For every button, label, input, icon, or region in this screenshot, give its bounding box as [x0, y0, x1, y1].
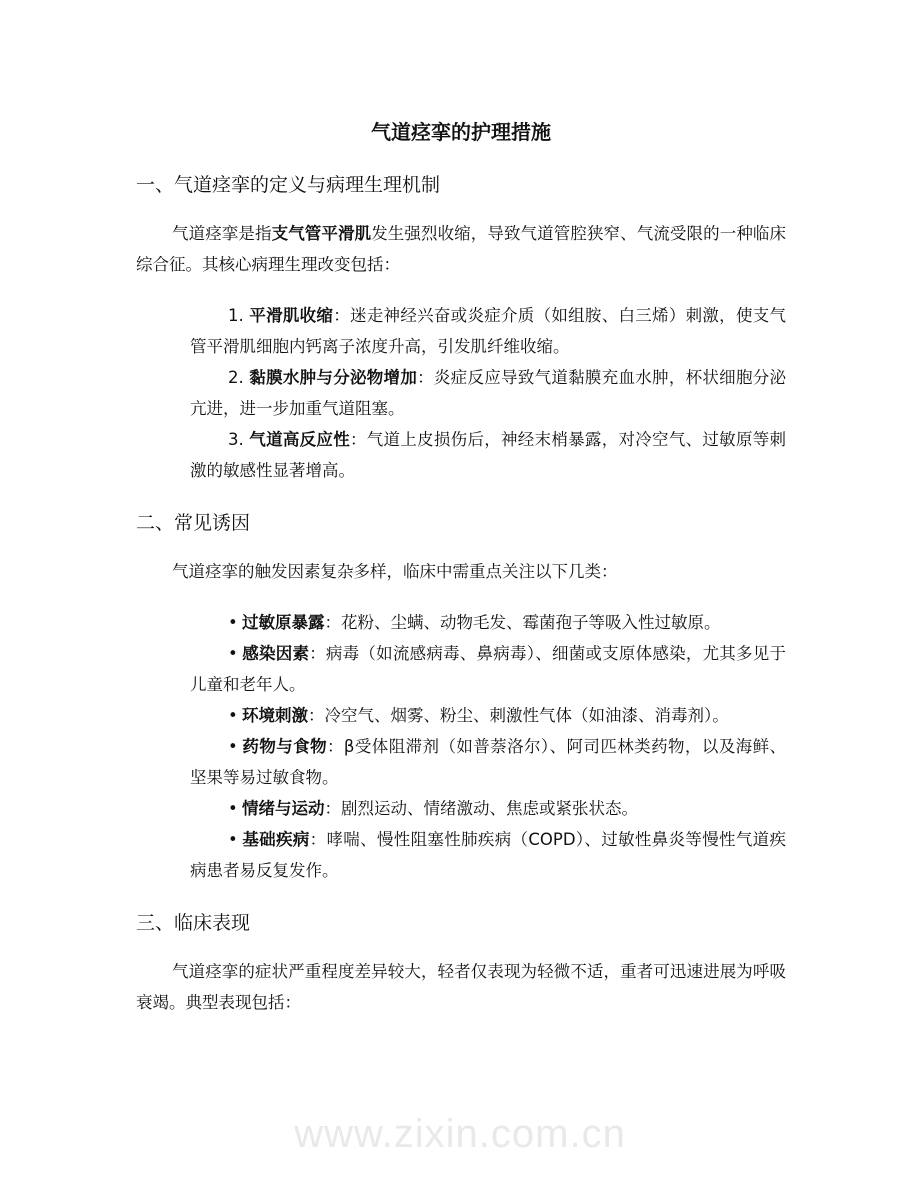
item-text: ：冷空气、烟雾、粉尘、刺激性气体（如油漆、消毒剂）。 [308, 706, 729, 725]
item-text: ：剧烈运动、情绪激动、焦虑或紧张状态。 [324, 799, 638, 818]
bold-term: 过敏原暴露 [242, 613, 325, 632]
bold-term: 感染因素 [242, 644, 310, 663]
list-item [136, 607, 786, 638]
bold-term: 支气管平滑肌 [271, 224, 372, 243]
item-text: ：病毒（如流感病毒、鼻病毒）、细菌或支原体感染，尤其多见于儿童和老年人。 [190, 644, 787, 694]
list-item [136, 700, 786, 731]
bullet-icon: • [228, 830, 238, 849]
item-number: 1. [228, 306, 244, 325]
bullet-icon: • [228, 706, 238, 725]
section-2-intro: 气道痉挛的触发因素复杂多样，临床中需重点关注以下几类： [172, 562, 618, 581]
bold-term: 基础疾病 [242, 830, 310, 849]
list-item [136, 824, 786, 886]
bold-term: 平滑肌收缩 [249, 306, 334, 325]
list-item [136, 362, 786, 424]
item-text: ：花粉、尘螨、动物毛发、霉菌孢子等吸入性过敏原。 [324, 613, 721, 632]
bullet-icon: • [228, 799, 238, 818]
list-item [136, 638, 786, 700]
section-heading-2: 二、常见诱因 [136, 512, 251, 534]
item-text: ：哮喘、慢性阻塞性肺疾病（COPD）、过敏性鼻炎等慢性气道疾病患者易反复发作。 [190, 830, 787, 880]
section-3-intro: 气道痉挛的症状严重程度差异较大，轻者仅表现为轻微不适，重者可迅速进展为呼吸衰竭。典型表现包括： [136, 962, 786, 1012]
text: 气道痉挛是指 [172, 224, 272, 243]
bullet-icon: • [228, 644, 238, 663]
bold-term: 环境刺激 [242, 706, 308, 725]
item-number: 2. [228, 368, 244, 387]
section-heading-3: 三、临床表现 [136, 912, 251, 934]
list-item [136, 793, 786, 824]
item-number: 3. [228, 430, 244, 449]
bullet-list [136, 607, 786, 886]
text: 发生强烈收缩，导致气道管腔狭窄、气流受限的一种临床综合征。其核心病理生理改变包括： [136, 224, 787, 274]
bullet-icon: • [228, 737, 238, 756]
item-text: ：迷走神经兴奋或炎症介质（如组胺、白三烯）刺激，使支气管平滑肌细胞内钙离子浓度升高，引发肌纤维收缩。 [190, 306, 786, 356]
list-item [136, 731, 786, 793]
bold-term: 黏膜水肿与分泌物增加 [249, 368, 418, 387]
list-item [136, 300, 786, 362]
bold-term: 情绪与运动 [242, 799, 325, 818]
section-heading-1: 一、气道痉挛的定义与病理生理机制 [136, 174, 441, 196]
bold-term: 气道高反应性 [249, 430, 350, 449]
document-page [136, 114, 786, 1018]
section-1-intro [136, 218, 786, 280]
watermark: www.zixin.com.cn [294, 1112, 626, 1156]
numbered-list [136, 300, 786, 486]
list-item [136, 424, 786, 486]
bold-term: 药物与食物 [242, 737, 327, 756]
item-text: ：气道上皮损伤后，神经末梢暴露，对冷空气、过敏原等刺激的敏感性显著增高。 [190, 430, 786, 480]
document-title: 气道痉挛的护理措施 [371, 120, 551, 144]
bullet-icon: • [228, 613, 238, 632]
item-text: ：炎症反应导致气道黏膜充血水肿，杯状细胞分泌亢进，进一步加重气道阻塞。 [190, 368, 786, 418]
item-text: ：β受体阻滞剂（如普萘洛尔）、阿司匹林类药物，以及海鲜、坚果等易过敏食物。 [190, 737, 787, 787]
